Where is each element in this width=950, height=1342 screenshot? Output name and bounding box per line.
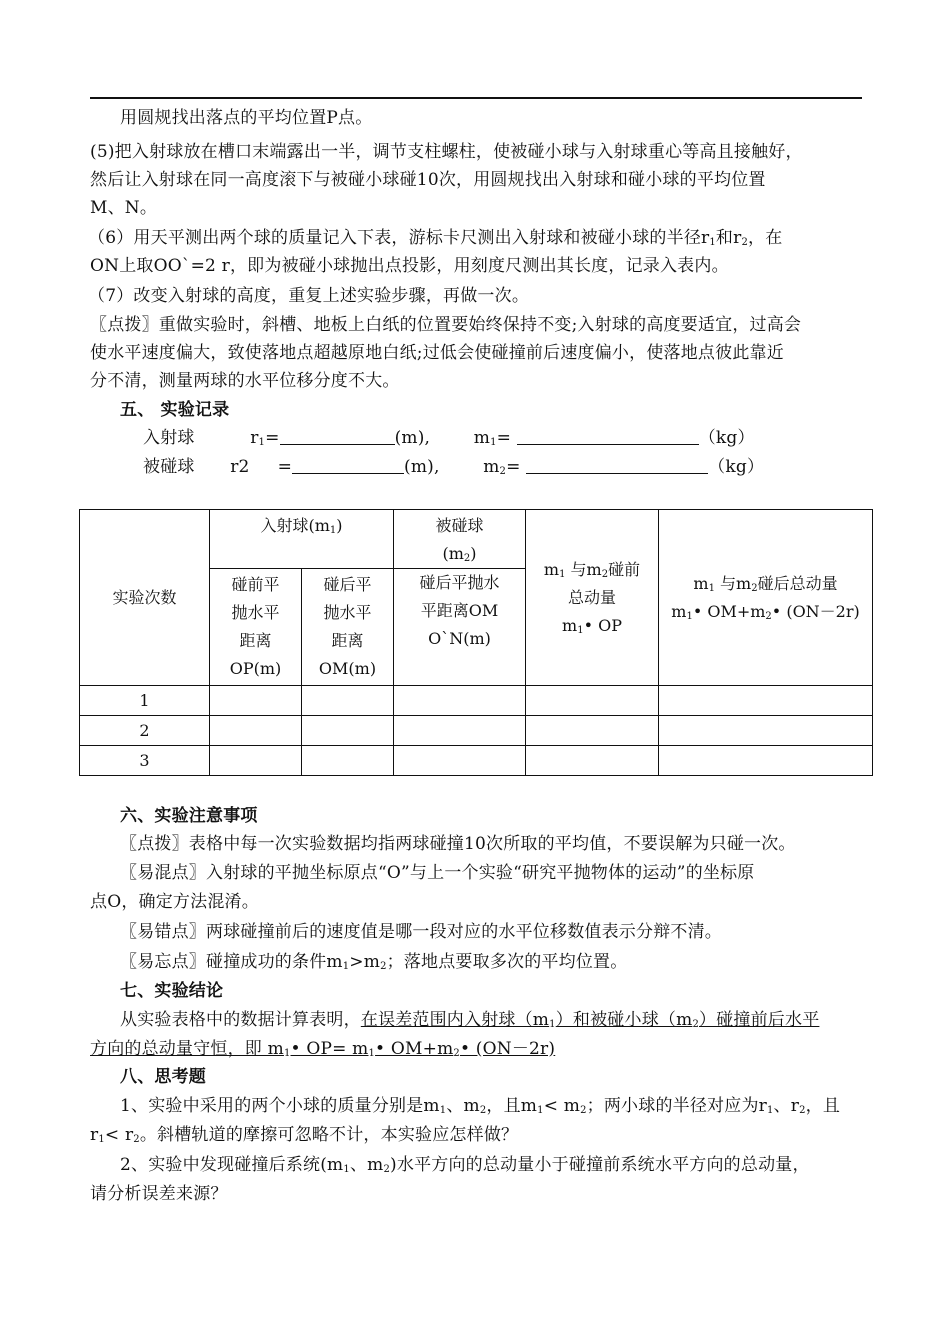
header-target-ball: 被碰球 $(m_2)$	[394, 510, 526, 569]
experiment-record-table	[79, 509, 873, 776]
step-7-line: （7）改变入射球的高度，重复上述实验步骤，再做一次。	[88, 286, 530, 306]
section-7-title: 七、实验结论	[120, 981, 224, 1001]
table-cell[interactable]	[526, 686, 659, 716]
trial-number: 2	[80, 716, 210, 746]
table-cell[interactable]	[394, 746, 526, 776]
header-trial-count: 实验次数	[80, 510, 210, 686]
text-line: 分不清，测量两球的水平位移分度不大。	[90, 371, 400, 391]
section-8-title: 八、思考题	[120, 1067, 206, 1087]
r1-blank	[280, 428, 395, 445]
table-cell[interactable]	[210, 686, 302, 716]
header-on-distance: 碰后平抛水 平距离OM O`N(m)	[394, 569, 526, 686]
question-2-cont: 请分析误差来源？	[90, 1184, 228, 1204]
conclusion-line-1: 从实验表格中的数据计算表明，在误差范围内入射球$(m_1)$和被碰小球$(m_2)$碰撞前后水平	[120, 1010, 820, 1030]
step-6-line: （6）用天平测出两个球的质量记入下表，游标卡尺测出入射球和被碰小球的半径$r_1$和$r_2$，在	[88, 228, 783, 248]
note-forget: 〖易忘点〗碰撞成功的条件$m_1>m_2$；落地点要取多次的平均位置。	[120, 952, 628, 972]
r2-blank	[292, 457, 404, 474]
trial-number: 1	[80, 686, 210, 716]
m1-blank	[517, 428, 699, 445]
conclusion-line-2: 方向的总动量守恒，即 $m_1•$ $OP= m_1•$ $OM+m_2•$ (ON－2r)	[90, 1039, 556, 1059]
table-cell[interactable]	[526, 746, 659, 776]
text-line: M、N。	[90, 198, 158, 218]
table-cell[interactable]	[659, 686, 873, 716]
text-line: 然后让入射球在同一高度滚下与被碰小球碰10次，用圆规找出入射球和碰小球的平均位置	[90, 170, 766, 190]
text-line: ON上取OO`=2 r，即为被碰小球抛出点投影，用刻度尺测出其长度，记录入表内。	[90, 256, 729, 276]
text-line: 点O，确定方法混淆。	[90, 892, 259, 912]
header-momentum-before: $m_1$ 与$m_2$碰前 总动量 $m_1•$ OP	[526, 510, 659, 686]
record-row-incident: 入射球 $r_1= (m)$, $m_1= (kg)$	[143, 428, 755, 448]
header-momentum-after: $m_1$ 与$m_2$碰后总动量 $m_1•$ $OM+m_2•$ (ON－2r)	[659, 510, 873, 686]
note-hint: 〖点拨〗表格中每一次实验数据均指两球碰撞10次所取的平均值，不要误解为只碰一次。	[120, 834, 796, 854]
table-cell[interactable]	[210, 716, 302, 746]
table-cell[interactable]	[526, 716, 659, 746]
header-rule	[90, 97, 862, 99]
table-cell[interactable]	[659, 746, 873, 776]
m2-blank	[526, 457, 708, 474]
hint-line: 〖点拨〗重做实验时，斜槽、地板上白纸的位置要始终保持不变;入射球的高度要适宜，过高会	[90, 315, 802, 335]
table-cell[interactable]	[210, 746, 302, 776]
table-cell[interactable]	[302, 686, 394, 716]
header-incident-ball: 入射球$(m_1)$	[210, 510, 394, 569]
header-om-distance: 碰后平 抛水平 距离 OM(m)	[302, 569, 394, 686]
section-5-title: 五、 实验记录	[120, 400, 230, 420]
text-line: 用圆规找出落点的平均位置P点。	[120, 108, 373, 128]
header-op-distance: 碰前平 抛水平 距离 OP(m)	[210, 569, 302, 686]
record-row-target: 被碰球 r2 = (m), $m_2= (kg)$	[143, 457, 765, 477]
table-cell[interactable]	[302, 746, 394, 776]
note-mistake: 〖易错点〗两球碰撞前后的速度值是哪一段对应的水平位移数值表示分辩不清。	[120, 922, 722, 942]
table-cell[interactable]	[302, 716, 394, 746]
question-1: 1、实验中采用的两个小球的质量分别是$m_1$、$m_2$，且$m_1< m_2$；两小球的半径对应为$r_1$、$r_2$，且	[120, 1096, 841, 1116]
table-cell[interactable]	[394, 716, 526, 746]
step-5-line: (5)把入射球放在槽口末端露出一半，调节支柱螺柱，使被碰小球与入射球重心等高且接触好，	[90, 142, 803, 162]
table-cell[interactable]	[394, 686, 526, 716]
trial-number: 3	[80, 746, 210, 776]
question-2: 2、实验中发现碰撞后系统($m_1$、$m_2$)水平方向的总动量小于碰撞前系统水平方向的总动量，	[120, 1155, 810, 1175]
section-6-title: 六、实验注意事项	[120, 806, 258, 826]
question-1-cont: $r_1< r_2$。斜槽轨道的摩擦可忽略不计，本实验应怎样做？	[90, 1125, 519, 1145]
text-line: 使水平速度偏大，致使落地点超越原地白纸;过低会使碰撞前后速度偏小，使落地点彼此靠近	[90, 343, 784, 363]
note-confusion: 〖易混点〗入射球的平抛坐标原点“O”与上一个实验“研究平抛物体的运动”的坐标原	[120, 863, 755, 883]
table-cell[interactable]	[659, 716, 873, 746]
